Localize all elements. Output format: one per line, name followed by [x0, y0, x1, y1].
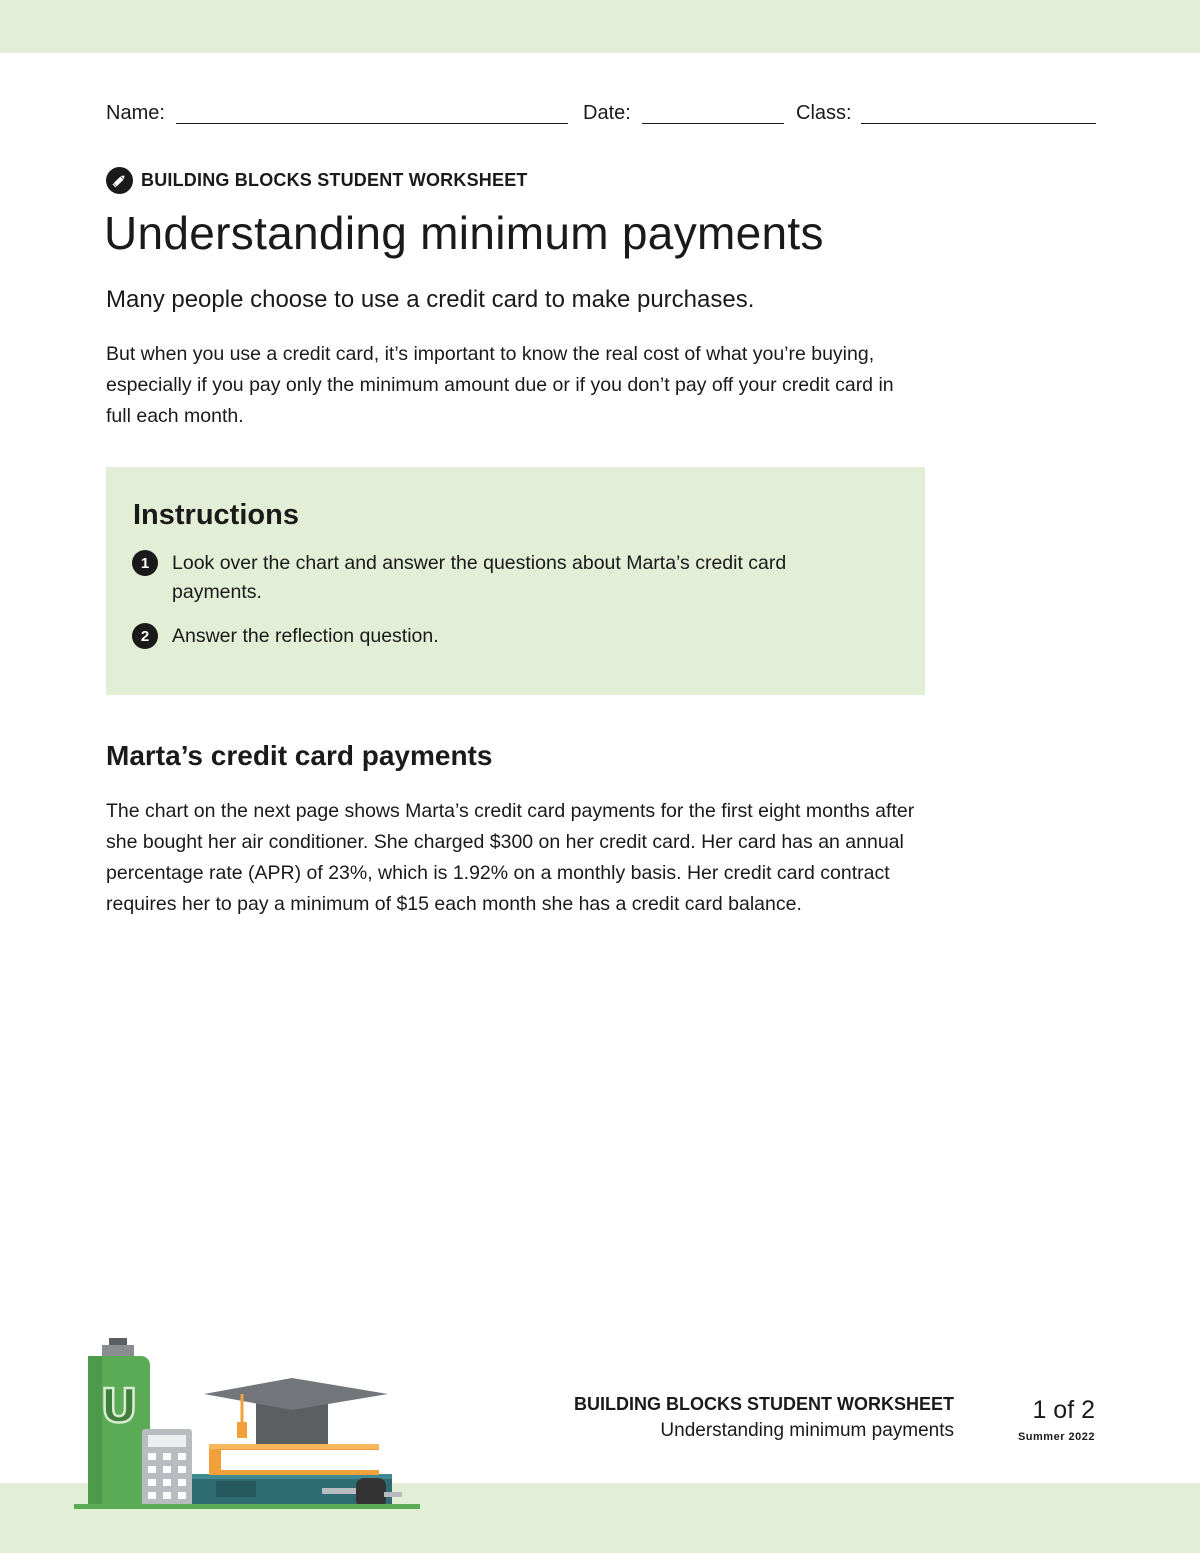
- kicker-text: BUILDING BLOCKS STUDENT WORKSHEET: [141, 170, 528, 190]
- top-band: [0, 0, 1200, 53]
- footer-title: Understanding minimum payments: [660, 1420, 954, 1441]
- step-text: Answer the reflection question.: [172, 625, 439, 647]
- svg-text:U: U: [100, 1379, 138, 1433]
- graduation-cap-icon: [204, 1378, 388, 1444]
- intro-paragraph: But when you use a credit card, it’s important to know the real cost of what you’re buying, especially if you pay only the minimum amount due or if you don’t pay off your credit card in full each month.: [106, 343, 894, 427]
- water-bottle-icon: [88, 1338, 150, 1506]
- instructions-box: [106, 467, 925, 695]
- page-number: 1 of 2: [1032, 1396, 1095, 1424]
- edition-label: Summer 2022: [1017, 1431, 1095, 1443]
- step-number-badge: 2: [132, 623, 158, 649]
- name-label: Name:: [106, 102, 165, 124]
- instruction-step: [132, 622, 832, 651]
- calculator-icon: [142, 1429, 192, 1507]
- footer-kicker: BUILDING BLOCKS STUDENT WORKSHEET: [574, 1394, 954, 1414]
- page-info: [1000, 1396, 1095, 1443]
- worksheet-kicker: [106, 167, 528, 194]
- footer: [480, 1394, 954, 1442]
- date-label: Date:: [583, 102, 631, 124]
- section-paragraph: The chart on the next page shows Marta’s credit card payments for the first eight months after she bought her air conditioner. She charged $300 on her credit card. Her card has an annual percentage rate (APR) of 23%, which is 1.92% on a monthly basis. Her credit card contract requires her to pay a minimum of $15 each month she has a credit card balance.: [106, 800, 915, 915]
- date-field[interactable]: [642, 123, 784, 124]
- step-text: Look over the chart and answer the questions about Marta’s credit card payments.: [172, 552, 787, 603]
- name-field[interactable]: [176, 123, 568, 124]
- step-number-badge: 1: [132, 550, 158, 576]
- instruction-step: [132, 549, 832, 607]
- instructions-heading: Instructions: [133, 499, 299, 531]
- page-title: Understanding minimum payments: [104, 207, 824, 259]
- ground-line: [74, 1504, 420, 1509]
- school-supplies-illustration: [66, 1330, 426, 1520]
- section-heading: Marta’s credit card payments: [106, 740, 493, 771]
- class-label: Class:: [796, 102, 852, 124]
- lead-text: Many people choose to use a credit card to make purchases.: [106, 286, 755, 313]
- class-field[interactable]: [861, 123, 1096, 124]
- pencil-icon: [106, 167, 133, 194]
- student-info-fields: [106, 102, 1096, 126]
